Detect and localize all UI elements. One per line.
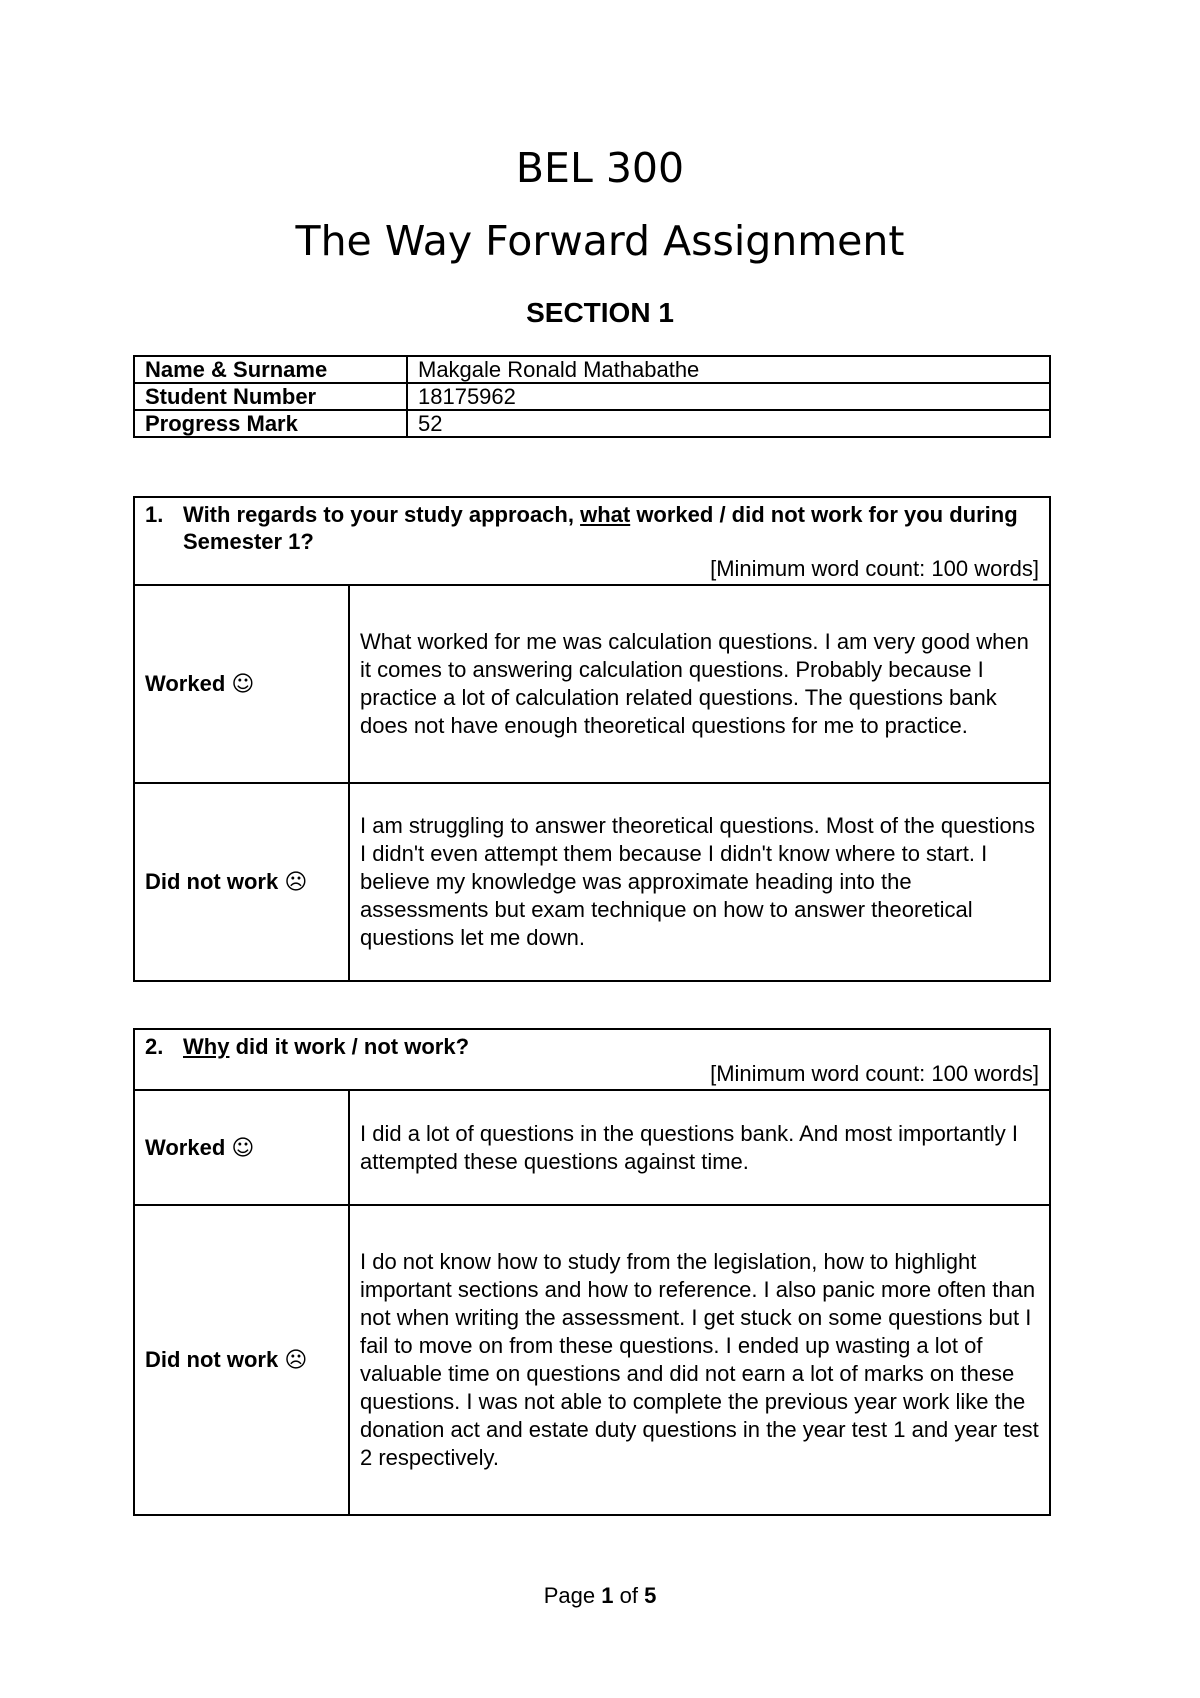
worked-row — [134, 585, 1050, 783]
question-text-part: With regards to your study approach, — [183, 502, 581, 527]
worked-label: Worked — [145, 671, 226, 696]
student-info-value: 52 — [407, 410, 1050, 437]
question-number: 2. — [145, 1034, 164, 1059]
question-1-table — [133, 496, 1051, 982]
student-info-value: Makgale Ronald Mathabathe — [407, 356, 1050, 383]
question-1-header — [134, 497, 1050, 585]
min-word-count: [Minimum word count: 100 words] — [710, 1061, 1039, 1086]
worked-answer: I did a lot of questions in the questions bank. And most importantly I attempted these questions against time. — [349, 1090, 1050, 1205]
frown-face-icon: ☹ — [284, 1348, 308, 1373]
question-emphasis: what — [580, 502, 631, 527]
question-2-header — [134, 1029, 1050, 1090]
smiley-face-icon: ☺ — [231, 1135, 255, 1161]
question-1-title — [145, 501, 1039, 555]
student-info-row — [134, 410, 1050, 437]
course-code: BEL 300 — [515, 144, 685, 192]
total-pages-number: 5 — [644, 1583, 657, 1608]
student-info-row — [134, 383, 1050, 410]
student-info-label: Progress Mark — [134, 410, 407, 437]
did-not-work-row — [134, 1205, 1050, 1515]
student-info-label: Name & Surname — [134, 356, 407, 383]
section-title: SECTION 1 — [526, 297, 674, 328]
question-2-title — [145, 1033, 1039, 1060]
did-not-work-answer: I do not know how to study from the legislation, how to highlight important sections and how to reference. I also panic more often than not when writing the assessment. I get stuck on some questions but I fail to move on from these questions. I ended up wasting a lot of valuable time on questions and did not earn a lot of marks on these questions. I was not able to complete the previous year work like the donation act and estate duty questions in the year test 1 and year test 2 respectively. — [349, 1205, 1050, 1515]
student-info-value: 18175962 — [407, 383, 1050, 410]
question-2-table — [133, 1028, 1051, 1516]
question-emphasis: Why — [183, 1034, 230, 1059]
student-info-row — [134, 356, 1050, 383]
assignment-title: The Way Forward Assignment — [295, 217, 905, 265]
did-not-work-answer: I am struggling to answer theoretical questions. Most of the questions I didn't even attempt them because I didn't know where to start. I believe my knowledge was approximate heading into the assessments but exam technique on how to answer theoretical questions let me down. — [349, 783, 1050, 981]
question-text-part: did it work / not work? — [229, 1034, 470, 1059]
worked-answer: What worked for me was calculation questions. I am very good when it comes to answering calculation questions. Probably because I practice a lot of calculation related questions. The questions bank does not have enough theoretical questions for me to practice. — [349, 585, 1050, 783]
student-info-label: Student Number — [134, 383, 407, 410]
student-info-table — [133, 355, 1051, 438]
question-text-part: worked / did not work for you during Semester 1? — [183, 502, 1018, 554]
of-word: of — [619, 1583, 638, 1608]
did-not-work-label: Did not work — [145, 869, 279, 894]
frown-face-icon: ☹ — [284, 870, 308, 895]
page-footer — [0, 1582, 1200, 1610]
min-word-count: [Minimum word count: 100 words] — [710, 556, 1039, 581]
worked-row — [134, 1090, 1050, 1205]
did-not-work-row — [134, 783, 1050, 981]
question-number: 1. — [145, 502, 164, 527]
current-page-number: 1 — [601, 1583, 614, 1608]
smiley-face-icon: ☺ — [231, 672, 255, 697]
page-word: Page — [543, 1583, 596, 1608]
worked-label: Worked — [145, 1134, 226, 1160]
did-not-work-label: Did not work — [145, 1347, 279, 1372]
